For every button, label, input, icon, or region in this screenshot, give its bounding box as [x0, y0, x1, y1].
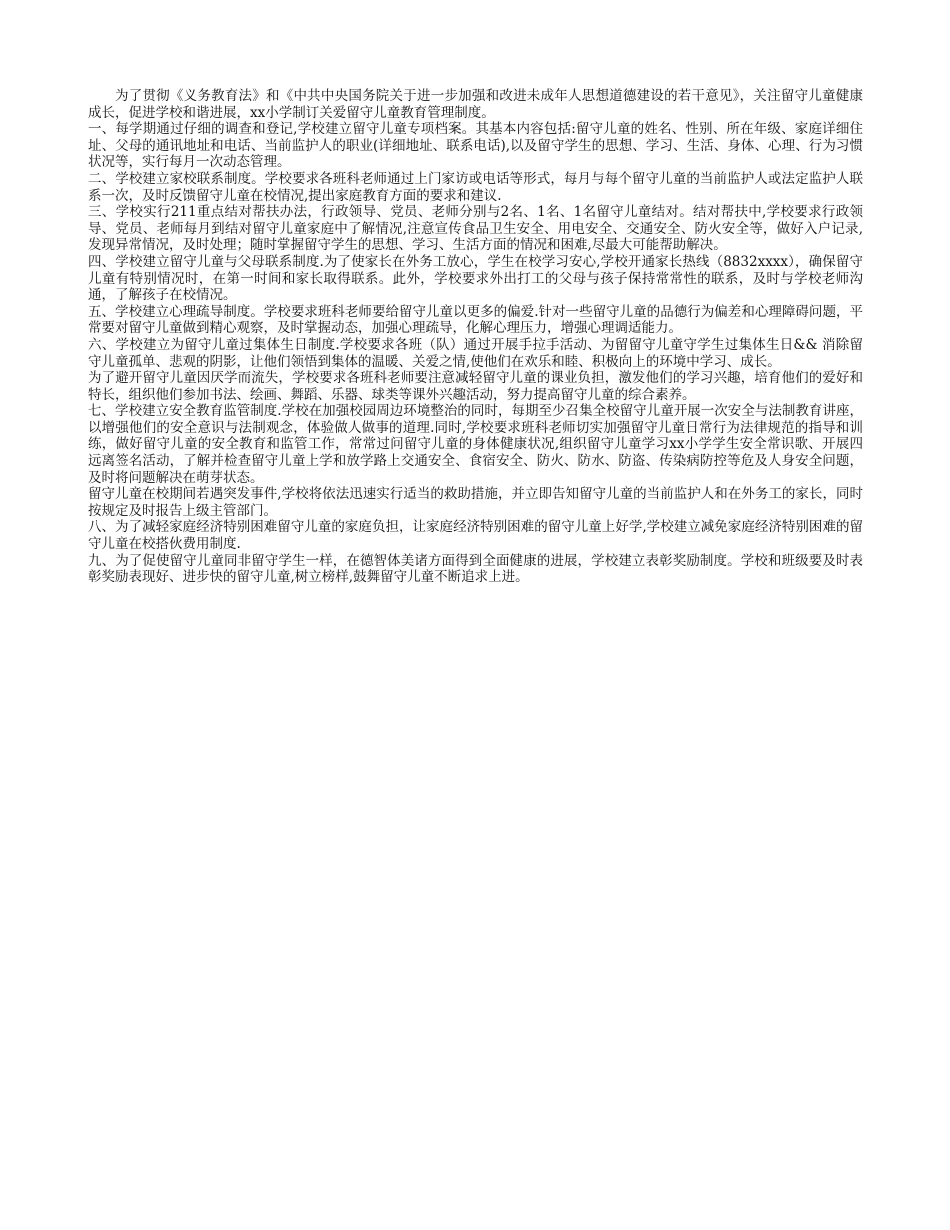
rule-6-continuation-paragraph: 为了避开留守儿童因厌学而流失，学校要求各班科老师要注意减轻留守儿童的课业负担，激发他们的学习兴趣，培育他们的爱好和特长，组织他们参加书法、绘画、舞蹈、乐器、球类等课外兴趣活动，努力提高留守儿童的综合素养。: [88, 370, 863, 403]
intro-paragraph: 为了贯彻《义务教育法》和《中共中央国务院关于进一步加强和改进未成年人思想道德建设的若干意见》，关注留守儿童健康成长，促进学校和谐进展，xx小学制订关爱留守儿童教育管理制度。: [88, 88, 863, 121]
rule-3-paragraph: 三、学校实行211重点结对帮扶办法，行政领导、党员、老师分别与2名、1名、1名留守儿童结对。结对帮扶中,学校要求行政领导、党员、老师每月到结对留守儿童家庭中了解情况,注意宣传食品卫生安全、用电安全、交通安全、防火安全等，做好入户记录,发现异常情况，及时处理；随时掌握留守学生的思想、学习、生活方面的情况和困难,尽最大可能帮助解决。: [88, 204, 863, 254]
document-page: [88, 88, 863, 586]
rule-2-paragraph: 二、学校建立家校联系制度。学校要求各班科老师通过上门家访或电话等形式，每月与每个留守儿童的当前监护人或法定监护人联系一次，及时反馈留守儿童在校情况,提出家庭教育方面的要求和建议.: [88, 170, 863, 204]
rule-8-paragraph: 八、为了减轻家庭经济特别困难留守儿童的家庭负担，让家庭经济特别困难的留守儿童上好学,学校建立减免家庭经济特别困难的留守儿童在校搭伙费用制度.: [88, 519, 863, 553]
rule-7-paragraph: 七、学校建立安全教育监管制度.学校在加强校园周边环境整治的同时，每期至少召集全校留守儿童开展一次安全与法制教育讲座，以增强他们的安全意识与法制观念，体验做人做事的道理.同时,学校要求班科老师切实加强留守儿童日常行为法律规范的指导和训练，做好留守儿童的安全教育和监管工作，常常过问留守儿童的身体健康状况,组织留守儿童学习xx小学学生安全常识歌、开展四远离签名活动，了解并检查留守儿童上学和放学路上交通安全、食宿安全、防火、防水、防盗、传染病防控等危及人身安全问题，及时将问题解决在萌芽状态。: [88, 403, 863, 486]
rule-4-paragraph: 四、学校建立留守儿童与父母联系制度.为了使家长在外务工放心，学生在校学习安心,学校开通家长热线（8832xxxx），确保留守儿童有特别情况时，在第一时间和家长取得联系。此外，学校要求外出打工的父母与孩子保持常常性的联系，及时与学校老师沟通，了解孩子在校情况。: [88, 253, 863, 304]
rule-9-paragraph: 九、为了促使留守儿童同非留守学生一样，在德智体美诸方面得到全面健康的进展，学校建立表彰奖励制度。学校和班级要及时表彰奖励表现好、进步快的留守儿童,树立榜样,鼓舞留守儿童不断追求上进。: [88, 552, 863, 586]
rule-5-paragraph: 五、学校建立心理疏导制度。学校要求班科老师要给留守儿童以更多的偏爱.针对一些留守儿童的品德行为偏差和心理障碍问题，平常要对留守儿童做到精心观察，及时掌握动态，加强心理疏导，化解心理压力，增强心理调适能力。: [88, 303, 863, 337]
rule-7-continuation-paragraph: 留守儿童在校期间若遇突发事件,学校将依法迅速实行适当的救助措施，并立即告知留守儿童的当前监护人和在外务工的家长，同时按规定及时报告上级主管部门。: [88, 486, 863, 519]
rule-6-paragraph: 六、学校建立为留守儿童过集体生日制度.学校要求各班（队）通过开展手拉手活动、为留留守儿童守学生过集体生日&& 消除留守儿童孤单、悲观的阴影，让他们领悟到集体的温暖、关爱之情,使他们在欢乐和睦、积极向上的环境中学习、成长。: [88, 336, 863, 370]
rule-1-paragraph: 一、每学期通过仔细的调查和登记,学校建立留守儿童专项档案。其基本内容包括:留守儿童的姓名、性别、所在年级、家庭详细住址、父母的通讯地址和电话、当前监护人的职业(详细地址、联系电话),以及留守学生的思想、学习、生活、身体、心理、行为习惯状况等，实行每月一次动态管理。: [88, 121, 863, 171]
